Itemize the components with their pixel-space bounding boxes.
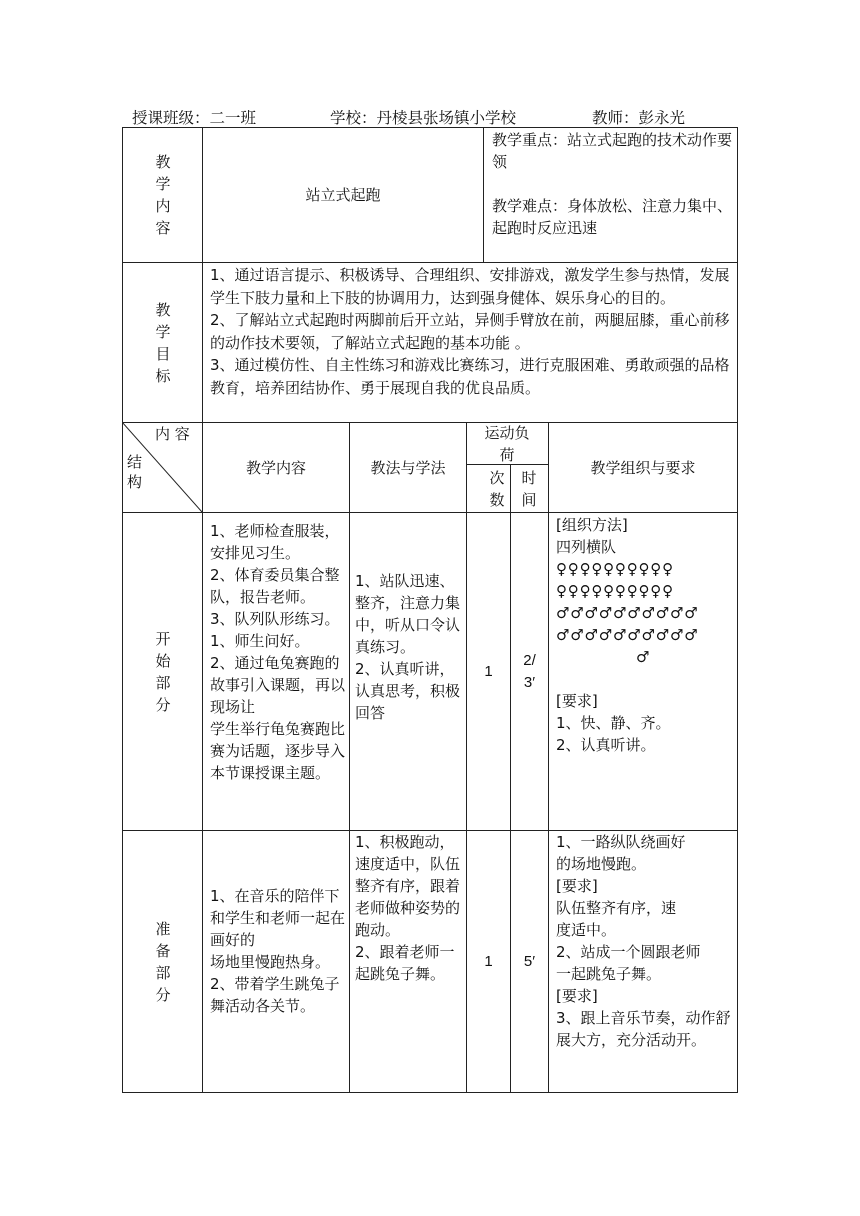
class-label: 授课班级：二一班 (132, 109, 257, 127)
row-start-time: 2/3′ (523, 651, 536, 691)
table-divider (349, 422, 350, 1093)
table-divider (548, 422, 549, 1093)
col-header-load: 运动负荷 (484, 423, 530, 464)
key-points-cell (492, 129, 734, 259)
col-header-org: 教学组织与要求 (590, 458, 696, 477)
row-start-method: 1、站队迅速、整齐，注意力集中，听从口令认真练习。 2、认真听讲，认真思考，积极回答 (355, 572, 461, 722)
goal-item-3: 3、通过模仿性、自主性练习和游戏比赛练习，进行克服困难、勇敢顽强的品格教育，培养团结协作、勇于展现自我的优良品质。 (210, 356, 730, 397)
school-label: 学校：丹棱县张场镇小学校 (330, 109, 517, 127)
table-divider (202, 127, 203, 1093)
row-prep-org: 1、一路纵队绕画好 的场地慢跑。 [要求] 队伍整齐有序，速 度适中。 2、站成一个圆跟老师 一起跳兔子舞。 [要求] 3、跟上音乐节奏，动作舒展大方，充分活动开。 (556, 833, 731, 1049)
formation-row-female-1: ♀♀♀♀♀♀♀♀♀♀ (556, 560, 674, 578)
table-border-right (737, 127, 738, 1093)
row-start-count: 1 (484, 662, 493, 680)
row-start-part-label: 开始部分 (155, 629, 171, 714)
formation-row-female-2: ♀♀♀♀♀♀♀♀♀♀ (556, 582, 674, 600)
table-divider (483, 127, 484, 263)
org-formation-name: 四列横队 (556, 538, 617, 556)
section-content-label: 教学内容 (155, 153, 171, 237)
goals-cell (210, 264, 734, 422)
row-prep-part-cell (142, 831, 184, 1092)
org-requirements: [要求] 1、快、静、齐。 2、认真听讲。 (556, 692, 671, 754)
table-divider (122, 262, 738, 263)
diag-header-bottom: 结 构 (127, 453, 143, 491)
row-prep-time: 5′ (523, 952, 536, 970)
row-prep-part-label: 准备部分 (155, 919, 171, 1004)
formation-row-male-1: ♂♂♂♂♂♂♂♂♂♂ (556, 604, 699, 622)
row-start-part-cell (142, 513, 184, 830)
col-header-time: 时间 (521, 468, 537, 509)
row-start-time-cell (511, 513, 548, 830)
org-method-label: [组织方法] (556, 516, 628, 534)
topic-cell (203, 128, 483, 262)
teacher-label: 教师：彭永光 (592, 109, 686, 127)
row-prep-method: 1、积极跑动，速度适中，队伍整齐有序，跟着老师做种姿势的跑动。 2、跟着老师一起跳兔子舞。 (355, 833, 461, 983)
formation-teacher: ♂ (636, 648, 651, 666)
row-prep-count: 1 (484, 952, 493, 970)
goal-item-2: 2、了解站立式起跑时两脚前后开立站，异侧手臂放在前，两腿屈膝，重心前移的动作技术要领，了解站立式起跑的基本功能 。 (210, 311, 730, 352)
row-start-content: 1、老师检查服装，安排见习生。 2、体育委员集合整队，报告老师。 3、队列队形练习。 1、师生问好。 2、通过龟兔赛跑的故事引入课题，再以现场让 学生举行龟兔赛跑比赛为话题，逐步导入本节课授课主题。 (210, 522, 346, 782)
key-point-text: 教学重点：站立式起跑的技术动作要领 (492, 131, 733, 171)
table-border-left (122, 127, 123, 1093)
table-border-bottom (122, 1092, 738, 1093)
section-goals-label-cell (142, 263, 184, 422)
table-divider (122, 512, 738, 513)
diag-header-top: 内 容 (155, 425, 190, 443)
goal-item-1: 1、通过语言提示、积极诱导、合理组织、安排游戏，激发学生参与热情，发展学生下肢力量和上下肢的协调用力，达到强身健体、娱乐身心的目的。 (210, 266, 730, 307)
row-start-org (556, 514, 736, 828)
col-header-content: 教学内容 (245, 458, 306, 477)
difficulty-text: 教学难点：身体放松、注意力集中、起跑时反应迅速 (492, 197, 733, 237)
col-header-method: 教法与学法 (370, 458, 446, 477)
formation-row-male-2: ♂♂♂♂♂♂♂♂♂♂ (556, 626, 699, 644)
row-prep-content: 1、在音乐的陪伴下和学生和老师一起在画好的 场地里慢跑热身。 2、带着学生跳兔子舞活动各关节。 (210, 887, 346, 1015)
lesson-topic: 站立式起跑 (305, 186, 381, 204)
section-goals-label: 教学目标 (155, 300, 171, 385)
section-content-label-cell (142, 128, 184, 262)
col-header-count: 次数 (489, 468, 505, 509)
lesson-header (132, 106, 752, 128)
